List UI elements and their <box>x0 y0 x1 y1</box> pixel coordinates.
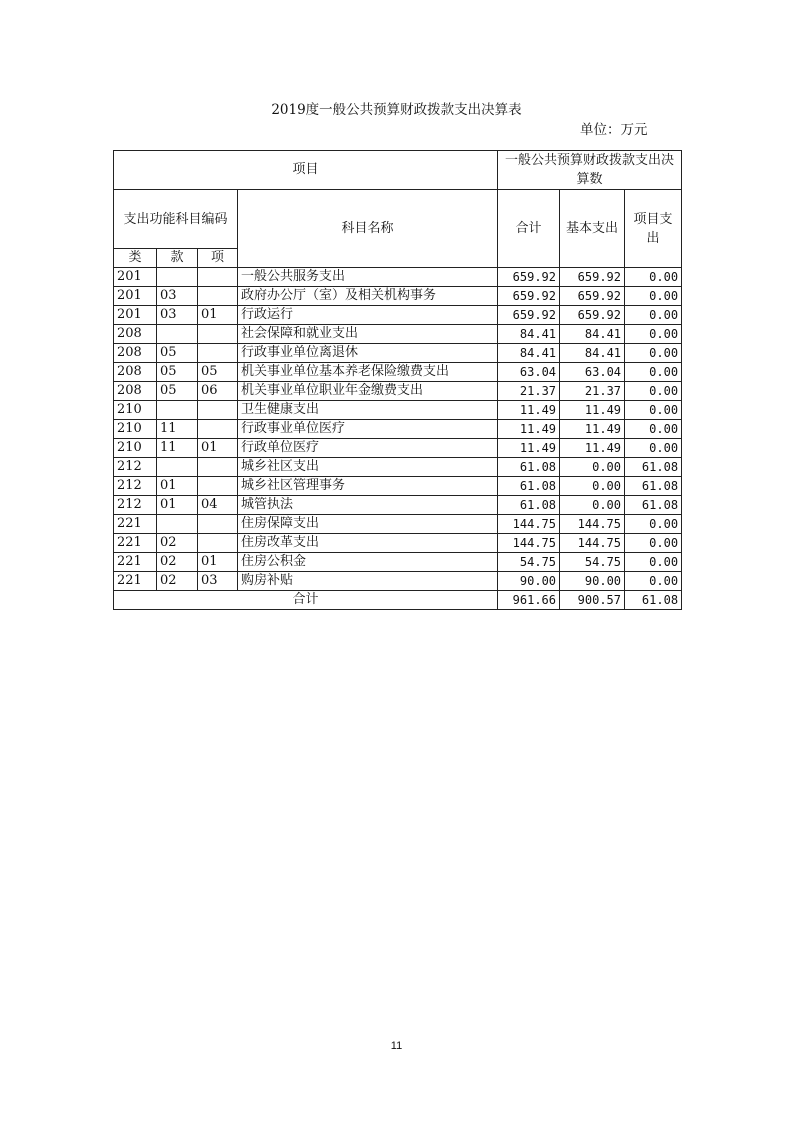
header-lei: 类 <box>114 249 157 268</box>
cell-name: 购房补贴 <box>238 572 498 591</box>
cell-xiang: 03 <box>198 572 238 591</box>
cell-project: 0.00 <box>625 401 682 420</box>
cell-xiang <box>198 325 238 344</box>
cell-project: 61.08 <box>625 458 682 477</box>
cell-xiang <box>198 534 238 553</box>
cell-project: 0.00 <box>625 306 682 325</box>
cell-xiang: 04 <box>198 496 238 515</box>
cell-name: 住房保障支出 <box>238 515 498 534</box>
cell-name: 住房公积金 <box>238 553 498 572</box>
cell-basic: 84.41 <box>560 325 625 344</box>
cell-lei: 221 <box>114 572 157 591</box>
totals-label: 合计 <box>114 591 498 610</box>
cell-name: 城管执法 <box>238 496 498 515</box>
cell-kuan: 05 <box>157 363 198 382</box>
totals-project: 61.08 <box>625 591 682 610</box>
cell-basic: 84.41 <box>560 344 625 363</box>
cell-project: 0.00 <box>625 420 682 439</box>
cell-lei: 208 <box>114 325 157 344</box>
cell-total: 84.41 <box>498 344 560 363</box>
cell-basic: 0.00 <box>560 458 625 477</box>
cell-total: 659.92 <box>498 306 560 325</box>
cell-lei: 210 <box>114 401 157 420</box>
cell-name: 社会保障和就业支出 <box>238 325 498 344</box>
cell-lei: 210 <box>114 420 157 439</box>
table-row <box>114 287 682 306</box>
cell-lei: 212 <box>114 477 157 496</box>
cell-total: 659.92 <box>498 268 560 287</box>
cell-total: 90.00 <box>498 572 560 591</box>
cell-kuan: 05 <box>157 382 198 401</box>
cell-basic: 0.00 <box>560 477 625 496</box>
cell-lei: 201 <box>114 268 157 287</box>
header-project-expense: 项目支出 <box>625 190 682 268</box>
cell-basic: 11.49 <box>560 439 625 458</box>
cell-total: 11.49 <box>498 420 560 439</box>
header-row-2 <box>114 190 682 249</box>
cell-basic: 659.92 <box>560 306 625 325</box>
cell-xiang <box>198 458 238 477</box>
header-project: 项目 <box>114 151 498 190</box>
table-row <box>114 363 682 382</box>
cell-basic: 63.04 <box>560 363 625 382</box>
cell-name: 卫生健康支出 <box>238 401 498 420</box>
header-total: 合计 <box>498 190 560 268</box>
cell-project: 0.00 <box>625 515 682 534</box>
cell-kuan: 02 <box>157 572 198 591</box>
cell-lei: 201 <box>114 306 157 325</box>
cell-total: 61.08 <box>498 477 560 496</box>
cell-lei: 221 <box>114 553 157 572</box>
cell-project: 0.00 <box>625 268 682 287</box>
cell-name: 机关事业单位基本养老保险缴费支出 <box>238 363 498 382</box>
cell-basic: 90.00 <box>560 572 625 591</box>
totals-total: 961.66 <box>498 591 560 610</box>
cell-xiang <box>198 287 238 306</box>
table-row <box>114 515 682 534</box>
cell-kuan <box>157 401 198 420</box>
expenditure-table <box>113 150 682 610</box>
table-row <box>114 439 682 458</box>
cell-xiang <box>198 515 238 534</box>
cell-kuan: 02 <box>157 553 198 572</box>
cell-project: 0.00 <box>625 363 682 382</box>
cell-project: 0.00 <box>625 572 682 591</box>
cell-kuan: 11 <box>157 420 198 439</box>
unit-label: 单位：万元 <box>580 122 648 138</box>
header-kuan: 款 <box>157 249 198 268</box>
header-basic: 基本支出 <box>560 190 625 268</box>
cell-kuan: 03 <box>157 287 198 306</box>
cell-total: 144.75 <box>498 515 560 534</box>
cell-project: 0.00 <box>625 382 682 401</box>
cell-lei: 221 <box>114 515 157 534</box>
table-row <box>114 344 682 363</box>
cell-basic: 659.92 <box>560 268 625 287</box>
cell-kuan: 01 <box>157 477 198 496</box>
cell-total: 84.41 <box>498 325 560 344</box>
header-subject-name: 科目名称 <box>238 190 498 268</box>
cell-lei: 221 <box>114 534 157 553</box>
cell-xiang: 06 <box>198 382 238 401</box>
cell-name: 机关事业单位职业年金缴费支出 <box>238 382 498 401</box>
cell-name: 城乡社区支出 <box>238 458 498 477</box>
table-row <box>114 553 682 572</box>
page-title: 2019度一般公共预算财政拨款支出决算表 <box>271 102 522 118</box>
cell-project: 0.00 <box>625 344 682 363</box>
table-row <box>114 325 682 344</box>
cell-kuan <box>157 268 198 287</box>
cell-total: 144.75 <box>498 534 560 553</box>
table-row <box>114 458 682 477</box>
cell-lei: 208 <box>114 344 157 363</box>
table-row <box>114 477 682 496</box>
table-row <box>114 401 682 420</box>
cell-project: 0.00 <box>625 553 682 572</box>
cell-name: 住房改革支出 <box>238 534 498 553</box>
cell-lei: 201 <box>114 287 157 306</box>
cell-kuan: 02 <box>157 534 198 553</box>
cell-name: 一般公共服务支出 <box>238 268 498 287</box>
cell-basic: 659.92 <box>560 287 625 306</box>
cell-total: 21.37 <box>498 382 560 401</box>
table-row <box>114 268 682 287</box>
cell-kuan: 03 <box>157 306 198 325</box>
cell-project: 0.00 <box>625 287 682 306</box>
cell-lei: 210 <box>114 439 157 458</box>
header-code-group: 支出功能科目编码 <box>114 190 238 249</box>
cell-lei: 212 <box>114 458 157 477</box>
cell-basic: 144.75 <box>560 534 625 553</box>
cell-basic: 54.75 <box>560 553 625 572</box>
cell-total: 659.92 <box>498 287 560 306</box>
table-row <box>114 534 682 553</box>
cell-project: 61.08 <box>625 496 682 515</box>
cell-xiang: 01 <box>198 306 238 325</box>
cell-total: 11.49 <box>498 439 560 458</box>
table-row <box>114 382 682 401</box>
cell-project: 0.00 <box>625 325 682 344</box>
cell-xiang: 01 <box>198 439 238 458</box>
table-row <box>114 572 682 591</box>
cell-xiang <box>198 477 238 496</box>
cell-name: 行政运行 <box>238 306 498 325</box>
header-budget-group: 一般公共预算财政拨款支出决算数 <box>498 151 682 190</box>
table-row <box>114 420 682 439</box>
cell-name: 行政单位医疗 <box>238 439 498 458</box>
cell-name: 城乡社区管理事务 <box>238 477 498 496</box>
cell-xiang <box>198 401 238 420</box>
cell-kuan: 01 <box>157 496 198 515</box>
cell-total: 61.08 <box>498 496 560 515</box>
cell-name: 行政事业单位离退休 <box>238 344 498 363</box>
table-row <box>114 496 682 515</box>
cell-xiang <box>198 268 238 287</box>
cell-xiang <box>198 344 238 363</box>
cell-name: 行政事业单位医疗 <box>238 420 498 439</box>
cell-total: 61.08 <box>498 458 560 477</box>
cell-total: 63.04 <box>498 363 560 382</box>
cell-xiang <box>198 420 238 439</box>
cell-basic: 21.37 <box>560 382 625 401</box>
cell-total: 11.49 <box>498 401 560 420</box>
cell-basic: 144.75 <box>560 515 625 534</box>
cell-lei: 208 <box>114 363 157 382</box>
totals-basic: 900.57 <box>560 591 625 610</box>
cell-project: 61.08 <box>625 477 682 496</box>
cell-xiang: 05 <box>198 363 238 382</box>
cell-kuan: 05 <box>157 344 198 363</box>
cell-kuan <box>157 458 198 477</box>
cell-name: 政府办公厅（室）及相关机构事务 <box>238 287 498 306</box>
cell-total: 54.75 <box>498 553 560 572</box>
cell-kuan: 11 <box>157 439 198 458</box>
cell-project: 0.00 <box>625 439 682 458</box>
header-row-1 <box>114 151 682 190</box>
cell-basic: 11.49 <box>560 401 625 420</box>
cell-project: 0.00 <box>625 534 682 553</box>
page-number: 11 <box>390 1040 403 1052</box>
cell-kuan <box>157 515 198 534</box>
cell-lei: 212 <box>114 496 157 515</box>
cell-xiang: 01 <box>198 553 238 572</box>
table-row <box>114 306 682 325</box>
cell-basic: 0.00 <box>560 496 625 515</box>
totals-row <box>114 591 682 610</box>
header-xiang: 项 <box>198 249 238 268</box>
cell-basic: 11.49 <box>560 420 625 439</box>
cell-kuan <box>157 325 198 344</box>
cell-lei: 208 <box>114 382 157 401</box>
